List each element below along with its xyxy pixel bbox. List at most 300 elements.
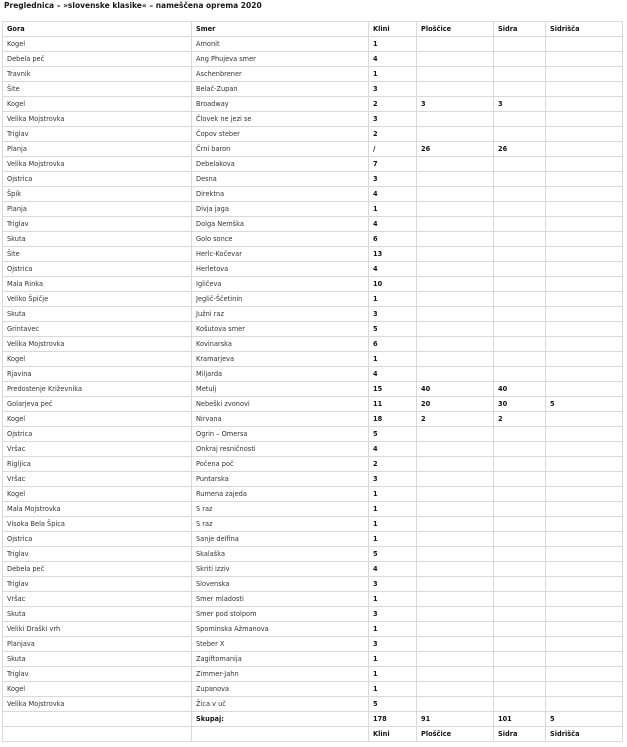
cell-klini: 1 <box>369 487 417 502</box>
cell-smer: Slovenska <box>192 577 369 592</box>
table-row <box>3 577 623 592</box>
cell-klini: Klini <box>369 727 417 742</box>
cell-ploscice <box>417 187 494 202</box>
table-row <box>3 412 623 427</box>
cell-klini: 2 <box>369 97 417 112</box>
table-row <box>3 202 623 217</box>
cell-klini: 3 <box>369 307 417 322</box>
cell-gora: Mala Mojstrovka <box>3 502 192 517</box>
cell-sidrisca <box>546 142 623 157</box>
cell-ploscice <box>417 697 494 712</box>
cell-klini: 3 <box>369 577 417 592</box>
cell-sidra <box>494 457 546 472</box>
cell-smer: Človek ne jezi se <box>192 112 369 127</box>
cell-sidra <box>494 82 546 97</box>
table-row <box>3 547 623 562</box>
cell-sidra <box>494 577 546 592</box>
cell-smer: Nirvana <box>192 412 369 427</box>
cell-sidra: 3 <box>494 97 546 112</box>
cell-ploscice: 40 <box>417 382 494 397</box>
cell-ploscice <box>417 52 494 67</box>
table-row <box>3 457 623 472</box>
cell-sidrisca <box>546 577 623 592</box>
table-total-row <box>3 712 623 727</box>
cell-sidrisca <box>546 427 623 442</box>
table-row <box>3 157 623 172</box>
cell-klini: 1 <box>369 667 417 682</box>
cell-sidra: 30 <box>494 397 546 412</box>
cell-sidrisca <box>546 322 623 337</box>
table-row <box>3 607 623 622</box>
cell-smer: Direktna <box>192 187 369 202</box>
cell-gora: Skuta <box>3 232 192 247</box>
cell-sidrisca <box>546 202 623 217</box>
cell-smer: Debelakova <box>192 157 369 172</box>
cell-gora: Kogel <box>3 487 192 502</box>
cell-smer: Košutova smer <box>192 322 369 337</box>
cell-klini: 4 <box>369 217 417 232</box>
cell-ploscice <box>417 562 494 577</box>
cell-gora: Debela peč <box>3 52 192 67</box>
table-row <box>3 562 623 577</box>
table-row <box>3 427 623 442</box>
cell-ploscice <box>417 502 494 517</box>
cell-gora <box>3 712 192 727</box>
table-row <box>3 307 623 322</box>
cell-sidrisca <box>546 652 623 667</box>
cell-gora: Veliki Draški vrh <box>3 622 192 637</box>
cell-gora: Ojstrica <box>3 532 192 547</box>
table-row <box>3 442 623 457</box>
table-row <box>3 502 623 517</box>
cell-smer: Golo sonce <box>192 232 369 247</box>
cell-ploscice <box>417 112 494 127</box>
cell-gora: Triglav <box>3 547 192 562</box>
table-row <box>3 262 623 277</box>
cell-ploscice <box>417 487 494 502</box>
cell-sidrisca <box>546 172 623 187</box>
cell-sidrisca <box>546 442 623 457</box>
cell-sidrisca <box>546 307 623 322</box>
cell-gora: Grintavec <box>3 322 192 337</box>
cell-smer: Kovinarska <box>192 337 369 352</box>
cell-sidrisca <box>546 697 623 712</box>
cell-klini: 11 <box>369 397 417 412</box>
cell-sidra <box>494 427 546 442</box>
cell-ploscice <box>417 592 494 607</box>
cell-klini: 4 <box>369 562 417 577</box>
cell-ploscice <box>417 127 494 142</box>
cell-smer: Žica v uč <box>192 697 369 712</box>
cell-sidrisca <box>546 457 623 472</box>
cell-sidrisca <box>546 637 623 652</box>
cell-smer: Skalaška <box>192 547 369 562</box>
cell-klini: 1 <box>369 292 417 307</box>
table-row <box>3 52 623 67</box>
cell-klini: 6 <box>369 337 417 352</box>
cell-sidrisca <box>546 67 623 82</box>
table-row <box>3 697 623 712</box>
cell-ploscice <box>417 172 494 187</box>
cell-sidrisca <box>546 382 623 397</box>
cell-sidrisca <box>546 187 623 202</box>
cell-gora: Velika Mojstrovka <box>3 697 192 712</box>
cell-smer: Herlc-Kočevar <box>192 247 369 262</box>
cell-smer: Smer <box>192 22 369 37</box>
cell-gora: Planja <box>3 202 192 217</box>
cell-ploscice <box>417 307 494 322</box>
cell-gora: Šite <box>3 82 192 97</box>
cell-ploscice <box>417 457 494 472</box>
cell-smer: Rumena zajeda <box>192 487 369 502</box>
cell-gora: Velika Mojstrovka <box>3 112 192 127</box>
cell-gora: Vršac <box>3 442 192 457</box>
cell-klini: 4 <box>369 367 417 382</box>
cell-gora: Velika Mojstrovka <box>3 157 192 172</box>
cell-ploscice <box>417 232 494 247</box>
table-row <box>3 112 623 127</box>
table-row <box>3 277 623 292</box>
cell-sidra <box>494 202 546 217</box>
cell-ploscice <box>417 157 494 172</box>
cell-gora: Mala Rinka <box>3 277 192 292</box>
cell-sidrisca <box>546 547 623 562</box>
cell-sidra <box>494 652 546 667</box>
table-row <box>3 82 623 97</box>
cell-klini: Klini <box>369 22 417 37</box>
cell-sidra <box>494 607 546 622</box>
cell-sidra <box>494 637 546 652</box>
cell-gora: Triglav <box>3 667 192 682</box>
cell-smer: Počena poč <box>192 457 369 472</box>
cell-sidra <box>494 67 546 82</box>
cell-gora: Veliko Špičje <box>3 292 192 307</box>
cell-ploscice <box>417 682 494 697</box>
cell-gora: Planjava <box>3 637 192 652</box>
cell-klini: 7 <box>369 157 417 172</box>
cell-gora <box>3 727 192 742</box>
table-row <box>3 37 623 52</box>
cell-sidra <box>494 502 546 517</box>
cell-sidrisca <box>546 247 623 262</box>
cell-gora: Šite <box>3 247 192 262</box>
table-row <box>3 397 623 412</box>
cell-klini: 5 <box>369 547 417 562</box>
cell-klini: 4 <box>369 262 417 277</box>
cell-klini: 1 <box>369 652 417 667</box>
cell-sidrisca <box>546 667 623 682</box>
table-footer-row <box>3 727 623 742</box>
cell-sidra <box>494 292 546 307</box>
cell-sidrisca <box>546 592 623 607</box>
cell-sidra <box>494 127 546 142</box>
cell-smer: Kramarjeva <box>192 352 369 367</box>
cell-gora: Vršac <box>3 592 192 607</box>
cell-sidrisca <box>546 217 623 232</box>
table-row <box>3 382 623 397</box>
cell-sidra <box>494 37 546 52</box>
cell-sidra <box>494 307 546 322</box>
cell-sidra <box>494 562 546 577</box>
cell-sidra <box>494 217 546 232</box>
cell-sidrisca <box>546 37 623 52</box>
cell-gora: Skuta <box>3 652 192 667</box>
table-row <box>3 322 623 337</box>
cell-ploscice <box>417 67 494 82</box>
cell-klini: 1 <box>369 682 417 697</box>
table-row <box>3 532 623 547</box>
cell-smer: Smer pod stolpom <box>192 607 369 622</box>
cell-gora: Debela peč <box>3 562 192 577</box>
cell-ploscice <box>417 547 494 562</box>
cell-smer: Ogrin – Omersa <box>192 427 369 442</box>
cell-klini: 3 <box>369 637 417 652</box>
cell-smer: Skupaj: <box>192 712 369 727</box>
cell-sidra: 26 <box>494 142 546 157</box>
table-row <box>3 127 623 142</box>
cell-klini: 4 <box>369 52 417 67</box>
cell-ploscice <box>417 277 494 292</box>
cell-klini: 4 <box>369 187 417 202</box>
cell-smer: Južni raz <box>192 307 369 322</box>
cell-ploscice <box>417 532 494 547</box>
cell-ploscice <box>417 82 494 97</box>
cell-gora: Kogel <box>3 37 192 52</box>
cell-sidrisca <box>546 352 623 367</box>
cell-smer: Herletova <box>192 262 369 277</box>
table-row <box>3 637 623 652</box>
table-row <box>3 472 623 487</box>
cell-ploscice <box>417 292 494 307</box>
cell-gora: Rigljica <box>3 457 192 472</box>
cell-sidrisca <box>546 337 623 352</box>
cell-klini: 1 <box>369 622 417 637</box>
cell-sidrisca: Sidrišča <box>546 727 623 742</box>
table-header-row <box>3 22 623 37</box>
cell-smer: Dolga Nemška <box>192 217 369 232</box>
cell-sidra <box>494 247 546 262</box>
cell-klini: 4 <box>369 442 417 457</box>
cell-klini: 1 <box>369 352 417 367</box>
cell-ploscice <box>417 607 494 622</box>
cell-ploscice <box>417 442 494 457</box>
cell-sidra <box>494 622 546 637</box>
cell-ploscice: 91 <box>417 712 494 727</box>
cell-gora: Skuta <box>3 607 192 622</box>
cell-sidra <box>494 232 546 247</box>
cell-ploscice <box>417 352 494 367</box>
cell-gora: Vršac <box>3 472 192 487</box>
cell-sidra <box>494 112 546 127</box>
cell-smer: Črni baron <box>192 142 369 157</box>
table-row <box>3 232 623 247</box>
cell-gora: Travnik <box>3 67 192 82</box>
cell-sidrisca <box>546 262 623 277</box>
cell-klini: / <box>369 142 417 157</box>
cell-ploscice <box>417 652 494 667</box>
cell-sidra: Sidra <box>494 727 546 742</box>
cell-klini: 1 <box>369 37 417 52</box>
cell-gora: Predostenje Križevnika <box>3 382 192 397</box>
cell-sidra <box>494 52 546 67</box>
table-row <box>3 172 623 187</box>
cell-ploscice: 20 <box>417 397 494 412</box>
table-row <box>3 352 623 367</box>
cell-sidra <box>494 337 546 352</box>
cell-ploscice <box>417 427 494 442</box>
cell-sidrisca <box>546 157 623 172</box>
cell-smer: Aschenbrener <box>192 67 369 82</box>
cell-sidra: 101 <box>494 712 546 727</box>
cell-sidrisca: 5 <box>546 712 623 727</box>
cell-sidra <box>494 517 546 532</box>
cell-gora: Rjavina <box>3 367 192 382</box>
cell-ploscice <box>417 202 494 217</box>
cell-sidrisca <box>546 607 623 622</box>
cell-sidra: Sidra <box>494 22 546 37</box>
cell-klini: 10 <box>369 277 417 292</box>
cell-sidrisca <box>546 112 623 127</box>
cell-klini: 1 <box>369 502 417 517</box>
cell-sidra <box>494 592 546 607</box>
cell-klini: 1 <box>369 517 417 532</box>
table-row <box>3 247 623 262</box>
cell-ploscice <box>417 622 494 637</box>
cell-smer: Čopov steber <box>192 127 369 142</box>
cell-gora: Kogel <box>3 682 192 697</box>
cell-sidrisca <box>546 472 623 487</box>
cell-sidrisca <box>546 532 623 547</box>
cell-sidrisca <box>546 682 623 697</box>
cell-smer: Nebeški zvonovi <box>192 397 369 412</box>
cell-gora: Skuta <box>3 307 192 322</box>
cell-sidrisca <box>546 412 623 427</box>
cell-sidra <box>494 277 546 292</box>
table-row <box>3 367 623 382</box>
cell-klini: 1 <box>369 532 417 547</box>
cell-gora: Ojstrica <box>3 262 192 277</box>
cell-ploscice <box>417 667 494 682</box>
cell-smer: Onkraj resničnosti <box>192 442 369 457</box>
cell-ploscice <box>417 367 494 382</box>
cell-sidra <box>494 352 546 367</box>
cell-smer: S raz <box>192 502 369 517</box>
cell-smer: Miljarda <box>192 367 369 382</box>
table-row <box>3 337 623 352</box>
cell-ploscice: 26 <box>417 142 494 157</box>
table-row <box>3 682 623 697</box>
cell-ploscice <box>417 37 494 52</box>
cell-gora: Ojstrica <box>3 427 192 442</box>
cell-klini: 3 <box>369 472 417 487</box>
cell-sidrisca <box>546 232 623 247</box>
cell-sidra <box>494 172 546 187</box>
cell-sidra <box>494 157 546 172</box>
table-row <box>3 187 623 202</box>
table-row <box>3 97 623 112</box>
cell-smer: Ang Phujeva smer <box>192 52 369 67</box>
cell-ploscice <box>417 517 494 532</box>
cell-sidrisca <box>546 97 623 112</box>
table-row <box>3 652 623 667</box>
cell-smer: Amonit <box>192 37 369 52</box>
cell-klini: 3 <box>369 82 417 97</box>
cell-klini: 2 <box>369 457 417 472</box>
cell-sidra <box>494 682 546 697</box>
cell-sidra <box>494 532 546 547</box>
cell-smer: Skriti izziv <box>192 562 369 577</box>
cell-smer: Steber X <box>192 637 369 652</box>
cell-klini: 5 <box>369 697 417 712</box>
cell-ploscice: Ploščice <box>417 727 494 742</box>
cell-gora: Kogel <box>3 412 192 427</box>
cell-sidrisca <box>546 562 623 577</box>
cell-gora: Kogel <box>3 352 192 367</box>
cell-gora: Planja <box>3 142 192 157</box>
cell-sidra <box>494 322 546 337</box>
cell-ploscice: 3 <box>417 97 494 112</box>
table-row <box>3 487 623 502</box>
cell-sidrisca <box>546 277 623 292</box>
table-row <box>3 592 623 607</box>
cell-ploscice <box>417 472 494 487</box>
cell-gora: Špik <box>3 187 192 202</box>
table-row <box>3 67 623 82</box>
cell-klini: 3 <box>369 172 417 187</box>
cell-smer: Desna <box>192 172 369 187</box>
table-row <box>3 142 623 157</box>
cell-ploscice <box>417 637 494 652</box>
cell-smer: S raz <box>192 517 369 532</box>
cell-klini: 3 <box>369 607 417 622</box>
cell-klini: 5 <box>369 322 417 337</box>
cell-gora: Triglav <box>3 127 192 142</box>
cell-smer: Smer mladosti <box>192 592 369 607</box>
cell-gora: Ojstrica <box>3 172 192 187</box>
cell-klini: 6 <box>369 232 417 247</box>
cell-sidrisca <box>546 622 623 637</box>
cell-sidra: 40 <box>494 382 546 397</box>
cell-sidrisca <box>546 487 623 502</box>
cell-gora: Kogel <box>3 97 192 112</box>
cell-klini: 15 <box>369 382 417 397</box>
cell-sidrisca <box>546 52 623 67</box>
cell-smer: Igličeva <box>192 277 369 292</box>
cell-smer: Zimmer-Jahn <box>192 667 369 682</box>
cell-klini: 1 <box>369 202 417 217</box>
cell-klini: 5 <box>369 427 417 442</box>
cell-smer: Puntarska <box>192 472 369 487</box>
cell-smer: Zagiftomanija <box>192 652 369 667</box>
cell-sidrisca: Sidrišča <box>546 22 623 37</box>
cell-ploscice <box>417 322 494 337</box>
cell-ploscice <box>417 337 494 352</box>
cell-sidra <box>494 547 546 562</box>
cell-sidra: 2 <box>494 412 546 427</box>
cell-klini: 3 <box>369 112 417 127</box>
cell-smer: Metulj <box>192 382 369 397</box>
cell-gora: Triglav <box>3 577 192 592</box>
cell-sidrisca <box>546 367 623 382</box>
cell-klini: 178 <box>369 712 417 727</box>
cell-sidrisca <box>546 517 623 532</box>
table-row <box>3 622 623 637</box>
cell-sidra <box>494 667 546 682</box>
cell-klini: 13 <box>369 247 417 262</box>
cell-smer: Sanje delfina <box>192 532 369 547</box>
cell-sidra <box>494 472 546 487</box>
cell-ploscice: Ploščice <box>417 22 494 37</box>
